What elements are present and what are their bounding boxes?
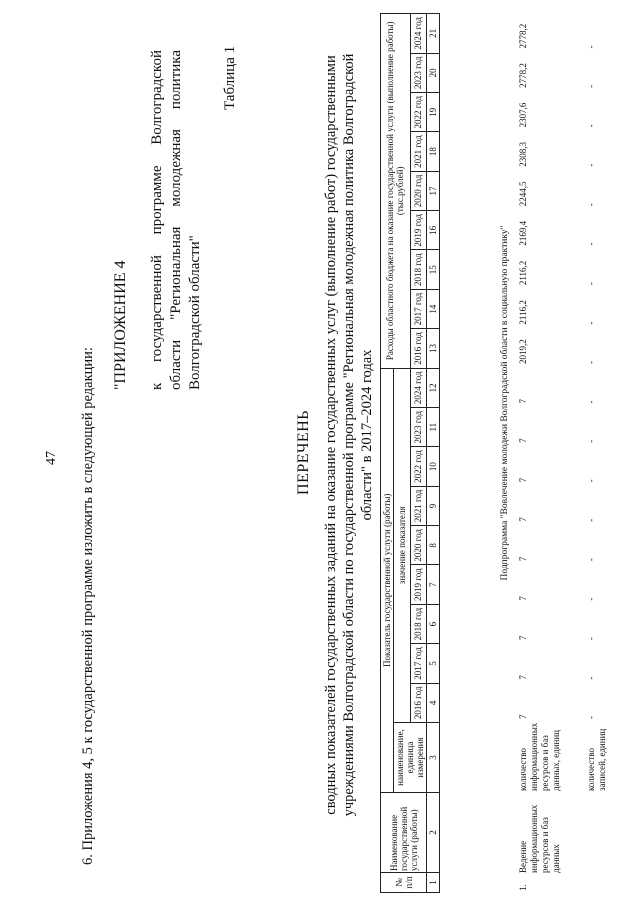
value-year-7: 2023 год [410, 408, 427, 447]
header-expense-group: Расходы областного бюджета на оказание государственной услуги (выполнение работы) (тыс.рублей) [381, 14, 411, 369]
expense-year-5: 2021 год [410, 132, 427, 171]
amendment-item-6: 6. Приложения 4, 5 к государственной программе изложить в следующей редакции: [80, 347, 96, 865]
column-number-9: 9 [427, 486, 440, 525]
column-number-21: 21 [427, 14, 440, 54]
indicator-value-2: 7 [518, 635, 528, 641]
expense-value-7: - [586, 84, 596, 88]
column-number-row [427, 14, 440, 893]
indicator-value-7: - [586, 439, 596, 443]
column-number-20: 20 [427, 53, 440, 92]
row-number: 1. [518, 884, 528, 891]
value-year-8: 2024 год [410, 368, 427, 407]
expense-value-5: - [586, 163, 596, 167]
table-body [498, 13, 638, 893]
row-unit: количество информационных ресурсов и баз данных, единиц [518, 722, 561, 791]
indicator-value-0: - [586, 716, 596, 719]
header-unit: наименование, единица измерения [394, 723, 427, 793]
expense-value-6: 2307,6 [518, 102, 528, 128]
column-number-12: 12 [427, 368, 440, 407]
expense-year-0: 2016 год [410, 329, 427, 368]
expense-value-7: 2778,2 [518, 63, 528, 88]
column-number-16: 16 [427, 211, 440, 250]
value-year-2: 2018 год [410, 604, 427, 643]
expense-value-4: 2244,5 [518, 181, 528, 207]
header-service-name: Наименование государственной услуги (работы) [381, 793, 427, 873]
column-number-11: 11 [427, 408, 440, 447]
expense-value-8: 2778,2 [518, 23, 528, 49]
expense-value-0: 2019,2 [518, 339, 528, 364]
row-unit: количество записей, единиц [586, 728, 607, 791]
value-year-6: 2022 год [410, 447, 427, 486]
indicator-value-6: 7 [518, 477, 528, 483]
expense-value-6: - [586, 124, 596, 128]
expense-year-7: 2023 год [410, 53, 427, 92]
indicators-table [380, 13, 440, 893]
expense-year-8: 2024 год [410, 14, 427, 54]
indicator-value-6: - [586, 479, 596, 483]
indicator-value-2: - [586, 637, 596, 641]
indicator-value-3: - [586, 597, 596, 601]
header-num: № п/п [381, 873, 427, 893]
column-number-13: 13 [427, 329, 440, 368]
expense-value-5: 2308,3 [518, 142, 528, 167]
indicator-value-4: 7 [518, 556, 528, 562]
value-year-3: 2019 год [410, 565, 427, 604]
indicator-value-0: 7 [518, 714, 528, 719]
column-number-2: 2 [427, 793, 440, 873]
subprogram-title: Подпрограмма "Вовлечение молодежи Волгоградской области в социальную практику" [500, 225, 510, 581]
document-title: ПЕРЕЧЕНЬ [295, 410, 312, 495]
indicator-value-5: - [586, 518, 596, 522]
expense-value-2: - [586, 282, 596, 286]
indicator-value-7: 7 [518, 438, 528, 443]
expense-value-1: - [586, 321, 596, 325]
indicator-value-1: - [586, 676, 596, 680]
expense-value-3: 2169,4 [518, 220, 528, 246]
expense-value-2: 2116,2 [518, 260, 528, 286]
column-number-15: 15 [427, 250, 440, 289]
row-service-name: Ведение информационных ресурсов и баз данных [518, 804, 561, 873]
expense-year-4: 2020 год [410, 171, 427, 210]
page-number: 47 [44, 451, 59, 465]
expense-value-1: 2116,2 [518, 300, 528, 325]
column-number-17: 17 [427, 171, 440, 210]
expense-value-4: - [586, 203, 596, 207]
column-number-7: 7 [427, 565, 440, 604]
column-number-5: 5 [427, 644, 440, 683]
value-year-4: 2020 год [410, 526, 427, 565]
indicator-value-8: 7 [518, 398, 528, 404]
indicator-value-8: - [586, 400, 596, 404]
column-number-4: 4 [427, 683, 440, 722]
expense-year-3: 2019 год [410, 211, 427, 250]
header-values: значение показателя [394, 368, 411, 722]
column-number-1: 1 [427, 873, 440, 893]
column-number-14: 14 [427, 289, 440, 328]
table-label: Таблица 1 [222, 45, 238, 110]
column-number-3: 3 [427, 723, 440, 793]
value-year-0: 2016 год [410, 683, 427, 722]
value-year-1: 2017 год [410, 644, 427, 683]
expense-value-8: - [586, 45, 596, 49]
document-subtitle: сводных показателей государственных заданий на оказание государственных услуг (выполнение работ) государственными учреждениями Волгоградской области по государственной программе "Региональная молодежная политика Волгоградской области" в 2017–2024 годах [323, 53, 375, 817]
column-number-19: 19 [427, 93, 440, 132]
expense-year-2: 2018 год [410, 250, 427, 289]
indicator-value-3: 7 [518, 596, 528, 601]
column-number-6: 6 [427, 604, 440, 643]
expense-value-3: - [586, 242, 596, 246]
column-number-18: 18 [427, 132, 440, 171]
appendix-body: к государственной программе Волгоградской области "Региональная молодежная политика Волгоградской области" [149, 50, 203, 390]
expense-year-1: 2017 год [410, 289, 427, 328]
expense-year-6: 2022 год [410, 93, 427, 132]
indicator-value-5: 7 [518, 517, 528, 522]
column-number-10: 10 [427, 447, 440, 486]
appendix-title: "ПРИЛОЖЕНИЕ 4 [112, 260, 129, 390]
indicator-value-1: 7 [518, 675, 528, 680]
value-year-5: 2021 год [410, 486, 427, 525]
indicator-value-4: - [586, 558, 596, 562]
column-number-8: 8 [427, 526, 440, 565]
header-indicator-group: Показатель государственной услуги (работы) [381, 368, 394, 792]
expense-value-0: - [586, 361, 596, 364]
